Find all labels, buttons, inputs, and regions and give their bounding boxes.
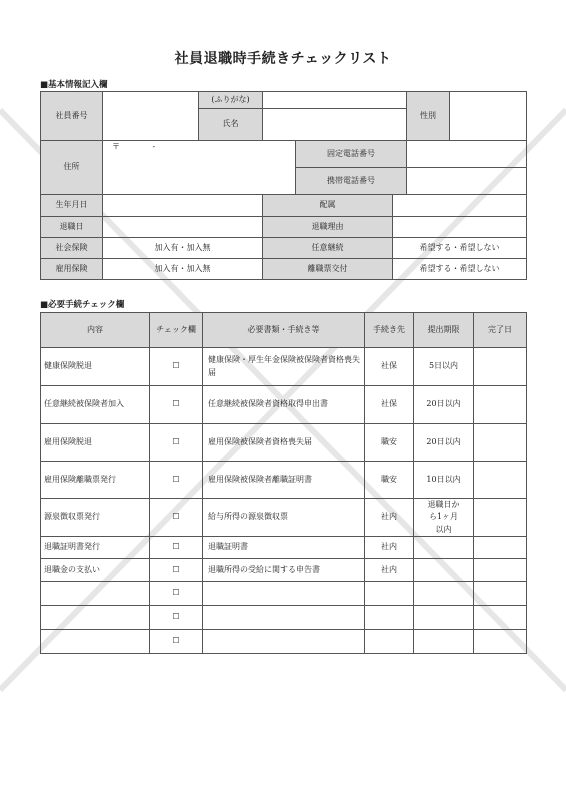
header-check: チェック欄 xyxy=(150,313,203,348)
gender-field[interactable] xyxy=(450,92,527,141)
row-docs xyxy=(203,606,365,630)
table-row xyxy=(41,424,527,462)
table-row xyxy=(41,630,527,654)
row-docs: 雇用保険被保険者資格喪失届 xyxy=(203,424,365,462)
row-content: 雇用保険脱退 xyxy=(41,424,150,462)
row-agency: 職安 xyxy=(365,462,414,499)
done-date-field[interactable] xyxy=(474,462,527,499)
table-row xyxy=(41,606,527,630)
postal-dash: - xyxy=(152,142,156,151)
section-procedure-heading: ■必要手続チェック欄 xyxy=(40,300,125,310)
address-field[interactable] xyxy=(103,141,296,195)
label-retire-reason: 退職理由 xyxy=(263,217,393,238)
label-address: 住所 xyxy=(41,141,103,195)
check-box[interactable]: ☐ xyxy=(150,606,203,630)
name-field[interactable] xyxy=(263,109,407,141)
row-deadline: 10日以内 xyxy=(414,462,474,499)
header-agency: 手続き先 xyxy=(365,313,414,348)
done-date-field[interactable] xyxy=(474,582,527,606)
row-content: 退職金の支払い xyxy=(41,559,150,582)
row-deadline: 5日以内 xyxy=(414,348,474,386)
label-continuation: 任意継続 xyxy=(263,238,393,259)
row-docs: 退職所得の受給に関する申告書 xyxy=(203,559,365,582)
table-row xyxy=(41,386,527,424)
header-deadline: 提出期限 xyxy=(414,313,474,348)
label-name: 氏名 xyxy=(199,109,263,141)
row-docs xyxy=(203,630,365,654)
row-deadline: 退職日から1ヶ月以内 xyxy=(414,499,474,537)
row-content: 任意継続被保険者加入 xyxy=(41,386,150,424)
row-agency: 社保 xyxy=(365,386,414,424)
header-content: 内容 xyxy=(41,313,150,348)
done-date-field[interactable] xyxy=(474,559,527,582)
document-title: 社員退職時手続きチェックリスト xyxy=(174,51,392,67)
table-row xyxy=(41,348,527,386)
label-employee-no: 社員番号 xyxy=(41,92,103,141)
row-agency xyxy=(365,630,414,654)
label-social-insurance: 社会保険 xyxy=(41,238,103,259)
label-mobile: 携帯電話番号 xyxy=(296,168,407,195)
separation-slip-options[interactable]: 希望する・希望しない xyxy=(393,259,527,280)
procedure-table xyxy=(40,312,527,654)
row-deadline xyxy=(414,630,474,654)
row-docs xyxy=(203,582,365,606)
row-content: 雇用保険離職票発行 xyxy=(41,462,150,499)
continuation-options[interactable]: 希望する・希望しない xyxy=(393,238,527,259)
done-date-field[interactable] xyxy=(474,424,527,462)
label-separation-slip: 離職票交付 xyxy=(263,259,393,280)
check-box[interactable]: ☐ xyxy=(150,424,203,462)
row-content: 退職証明書発行 xyxy=(41,537,150,559)
row-docs: 任意継続被保険者資格取得申出書 xyxy=(203,386,365,424)
label-gender: 性別 xyxy=(407,92,450,141)
employee-no-field[interactable] xyxy=(103,92,199,141)
check-box[interactable]: ☐ xyxy=(150,386,203,424)
row-docs: 雇用保険被保険者離職証明書 xyxy=(203,462,365,499)
row-docs: 給与所得の源泉徴収票 xyxy=(203,499,365,537)
birthdate-field[interactable] xyxy=(103,195,263,217)
label-department: 配属 xyxy=(263,195,393,217)
check-box[interactable]: ☐ xyxy=(150,559,203,582)
label-employment-insurance: 雇用保険 xyxy=(41,259,103,280)
row-agency: 社内 xyxy=(365,499,414,537)
row-deadline: 20日以内 xyxy=(414,424,474,462)
done-date-field[interactable] xyxy=(474,499,527,537)
postal-mark: 〒 xyxy=(112,142,120,151)
check-box[interactable]: ☐ xyxy=(150,537,203,559)
done-date-field[interactable] xyxy=(474,386,527,424)
row-content xyxy=(41,630,150,654)
row-deadline xyxy=(414,537,474,559)
header-done: 完了日 xyxy=(474,313,527,348)
done-date-field[interactable] xyxy=(474,606,527,630)
landline-field[interactable] xyxy=(407,141,527,168)
row-content: 源泉徴収票発行 xyxy=(41,499,150,537)
done-date-field[interactable] xyxy=(474,348,527,386)
row-deadline: 20日以内 xyxy=(414,386,474,424)
row-content: 健康保険脱退 xyxy=(41,348,150,386)
check-box[interactable]: ☐ xyxy=(150,348,203,386)
label-landline: 固定電話番号 xyxy=(296,141,407,168)
check-box[interactable]: ☐ xyxy=(150,630,203,654)
row-deadline xyxy=(414,582,474,606)
row-agency xyxy=(365,582,414,606)
retire-date-field[interactable] xyxy=(103,217,263,238)
check-box[interactable]: ☐ xyxy=(150,499,203,537)
header-docs: 必要書類・手続き等 xyxy=(203,313,365,348)
table-row xyxy=(41,559,527,582)
row-agency: 社保 xyxy=(365,348,414,386)
table-row xyxy=(41,582,527,606)
row-agency: 社内 xyxy=(365,559,414,582)
section-basic-info-heading: ■基本情報記入欄 xyxy=(40,80,108,90)
employment-insurance-options[interactable]: 加入有・加入無 xyxy=(103,259,263,280)
table-row xyxy=(41,462,527,499)
row-agency: 職安 xyxy=(365,424,414,462)
row-agency xyxy=(365,606,414,630)
row-agency: 社内 xyxy=(365,537,414,559)
row-content xyxy=(41,582,150,606)
done-date-field[interactable] xyxy=(474,630,527,654)
done-date-field[interactable] xyxy=(474,537,527,559)
social-insurance-options[interactable]: 加入有・加入無 xyxy=(103,238,263,259)
retire-reason-field[interactable] xyxy=(393,217,527,238)
table-row xyxy=(41,499,527,537)
label-furigana: (ふりがな) xyxy=(199,92,263,109)
label-retire-date: 退職日 xyxy=(41,217,103,238)
row-docs: 健康保険・厚生年金保険被保険者資格喪失届 xyxy=(203,348,365,386)
mobile-field[interactable] xyxy=(407,168,527,195)
row-deadline xyxy=(414,559,474,582)
check-box[interactable]: ☐ xyxy=(150,462,203,499)
table-row xyxy=(41,537,527,559)
label-birthdate: 生年月日 xyxy=(41,195,103,217)
row-deadline xyxy=(414,606,474,630)
department-field[interactable] xyxy=(393,195,527,217)
row-docs: 退職証明書 xyxy=(203,537,365,559)
row-content xyxy=(41,606,150,630)
furigana-field[interactable] xyxy=(263,92,407,109)
basic-info-table xyxy=(40,91,527,280)
check-box[interactable]: ☐ xyxy=(150,582,203,606)
